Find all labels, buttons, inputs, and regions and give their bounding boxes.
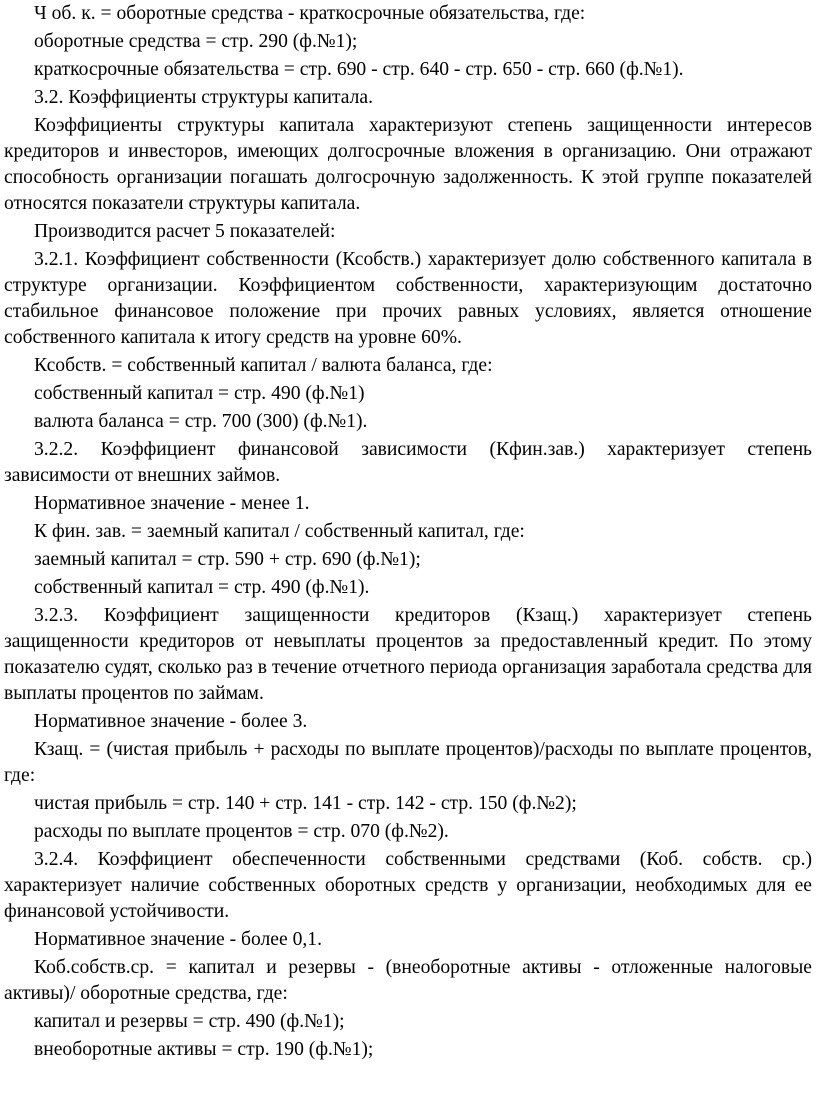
paragraph-capital-structure-intro: Коэффициенты структуры капитала характеризуют степень защищенности интересов кредиторов и инвесторов, имеющих долгосрочные вложения в организацию. Они отражают способность организации погашать долгосрочную задолженность. К этой группе показателей относятся показатели структуры капитала.: [4, 115, 812, 214]
paragraph-3-2-4: 3.2.4. Коэффициент обеспеченности собственными средствами (Коб. собств. ср.) характеризует наличие собственных оборотных средств у организации, необходимых для ее финансовой устойчивости.: [4, 849, 812, 922]
formula-working-capital: Ч об. к. = оборотные средства - краткосрочные обязательства, где:: [34, 3, 586, 24]
formula-balance-total: валюта баланса = стр. 700 (300) (ф.№1).: [34, 411, 368, 432]
norm-value-more-3: Нормативное значение - более 3.: [34, 711, 308, 732]
section-heading-3-2: 3.2. Коэффициенты структуры капитала.: [34, 87, 373, 108]
formula-non-current-assets: внеоборотные активы = стр. 190 (ф.№1);: [34, 1039, 374, 1060]
formula-equity: собственный капитал = стр. 490 (ф.№1): [34, 383, 365, 404]
norm-value-more-0-1: Нормативное значение - более 0,1.: [34, 929, 322, 950]
formula-borrowed-capital: заемный капитал = стр. 590 + стр. 690 (ф.№1);: [34, 549, 421, 570]
formula-short-term-liabilities: краткосрочные обязательства = стр. 690 - стр. 640 - стр. 650 - стр. 660 (ф.№1).: [34, 59, 684, 80]
formula-ownership-ratio: Ксобств. = собственный капитал / валюта баланса, где:: [34, 355, 493, 376]
formula-creditor-protection: Кзащ. = (чистая прибыль + расходы по выплате процентов)/расходы по выплате процентов, где:: [4, 739, 812, 786]
paragraph-3-2-1: 3.2.1. Коэффициент собственности (Ксобств.) характеризует долю собственного капитала в структуре организации. Коэффициентом собственности, характеризующим достаточно стабильное финансовое положение при прочих равных условиях, является отношение собственного капитала к итогу средств на уровне 60%.: [4, 249, 812, 348]
paragraph-3-2-3: 3.2.3. Коэффициент защищенности кредиторов (Кзащ.) характеризует степень защищенности кредиторов от невыплаты процентов за предоставленный кредит. По этому показателю судят, сколько раз в течение отчетного периода организация заработала средства для выплаты процентов по займам.: [4, 605, 812, 704]
norm-value-less-1: Нормативное значение - менее 1.: [34, 493, 310, 514]
paragraph-indicator-count: Производится расчет 5 показателей:: [34, 221, 336, 242]
formula-interest-expenses: расходы по выплате процентов = стр. 070 (ф.№2).: [34, 821, 449, 842]
formula-equity-2: собственный капитал = стр. 490 (ф.№1).: [34, 577, 370, 598]
paragraph-3-2-2: 3.2.2. Коэффициент финансовой зависимости (Кфин.зав.) характеризует степень зависимости от внешних займов.: [4, 439, 812, 486]
formula-capital-reserves: капитал и резервы = стр. 490 (ф.№1);: [34, 1011, 345, 1032]
formula-current-assets: оборотные средства = стр. 290 (ф.№1);: [34, 31, 358, 52]
formula-financial-dependence: К фин. зав. = заемный капитал / собственный капитал, где:: [34, 521, 525, 542]
formula-own-funds-ratio: Коб.собств.ср. = капитал и резервы - (внеоборотные активы - отложенные налоговые активы)/ оборотные средства, где:: [4, 957, 812, 1004]
formula-net-profit: чистая прибыль = стр. 140 + стр. 141 - стр. 142 - стр. 150 (ф.№2);: [34, 793, 577, 814]
